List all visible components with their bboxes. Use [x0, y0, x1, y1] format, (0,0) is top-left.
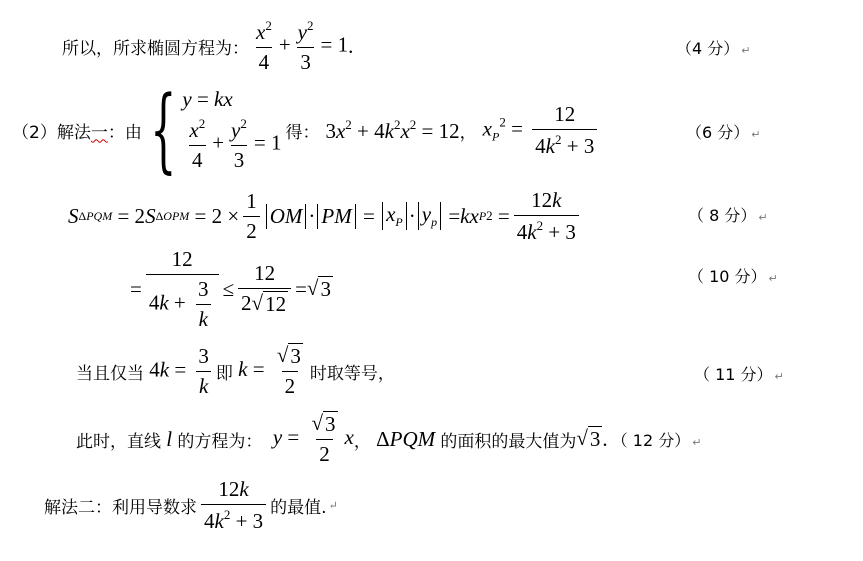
line6-text3: ， — [353, 431, 371, 452]
line1-end: . — [348, 33, 354, 58]
line-6-conclusion — [76, 408, 701, 470]
line2-after: ：由 — [107, 122, 142, 143]
line-3-area-formula: S ΔPQM = 2 S ΔOPM = 2 × $\frac{1}{2}$ OM · PM = $x_P$ · $y_p$ = kx P 2 = $\frac{12k}{4k^2 + 3}$ — [68, 186, 583, 246]
k-value: k = √ 3 2 — [238, 343, 301, 398]
xp-squared: $x_P^2$ = $\frac{12}{4k^2 + 3}$ — [483, 102, 602, 159]
derivative-fraction: $\frac{12k}{4k^2 + 3}$ — [197, 477, 270, 534]
line1-text: 所以，所求椭圆方程为： — [62, 38, 249, 59]
line2-comma: ， — [459, 122, 477, 143]
left-brace: { — [149, 76, 177, 183]
substituted-equation: $3x^2 + 4k^2x^2 = 12$ — [325, 116, 460, 143]
line-7-method-two — [44, 474, 338, 536]
score-11: （ 11 分） ↵ — [694, 365, 784, 384]
line2-underlined: 一 — [90, 122, 108, 143]
line-1-ellipse-equation — [62, 14, 353, 78]
line2-get: 得： — [285, 122, 320, 143]
score-12: （ 12 分） ↵ — [611, 430, 702, 450]
line6-end: . — [602, 426, 608, 451]
line-4-inequality: = 12 4k + $\frac{3}{k}$ ≤ 12 2 √ 12 = √ 3 — [130, 246, 331, 331]
line2-prefix: （2）解法 — [12, 122, 91, 143]
score-10: （ 10 分） ↵ — [688, 267, 778, 286]
equation-system: y = kx $\frac{x^2}{4}$ + $\frac{y^2}{3}$ = 1 — [182, 87, 282, 172]
line-equation: y = √ 3 2 x — [272, 411, 354, 466]
line-2-system — [12, 76, 601, 183]
ellipse-equation: $\frac{x^2}{4}$ + $\frac{y^2}{3}$ = 1 — [256, 17, 349, 74]
line7-text1: 解法二：利用导数求 — [44, 497, 197, 518]
line-5-equality-condition — [76, 342, 395, 400]
line6-text4: 的面积的最大值为 — [440, 431, 577, 452]
line6-text1: 此时，直线 — [76, 431, 161, 452]
triangle-pqm: ΔPQM — [370, 426, 436, 451]
score-8: （ 8 分） ↵ — [688, 206, 768, 225]
line-l: l — [161, 426, 178, 451]
paragraph-mark: ↵ — [328, 498, 338, 512]
score-6: （6 分） ↵ — [686, 123, 761, 142]
condition-eq: 4k = $\frac{3}{k}$ — [144, 344, 216, 399]
max-area: √ 3 — [576, 426, 601, 451]
line5-text1: 当且仅当 — [76, 363, 144, 384]
line6-text2: 的方程为： — [177, 431, 263, 452]
line5-text2: 即 — [215, 363, 233, 384]
score-4: （4 分） ↵ — [676, 39, 751, 58]
line7-text2: 的最值. — [270, 497, 327, 518]
line5-text3: 时取等号， — [309, 363, 395, 384]
